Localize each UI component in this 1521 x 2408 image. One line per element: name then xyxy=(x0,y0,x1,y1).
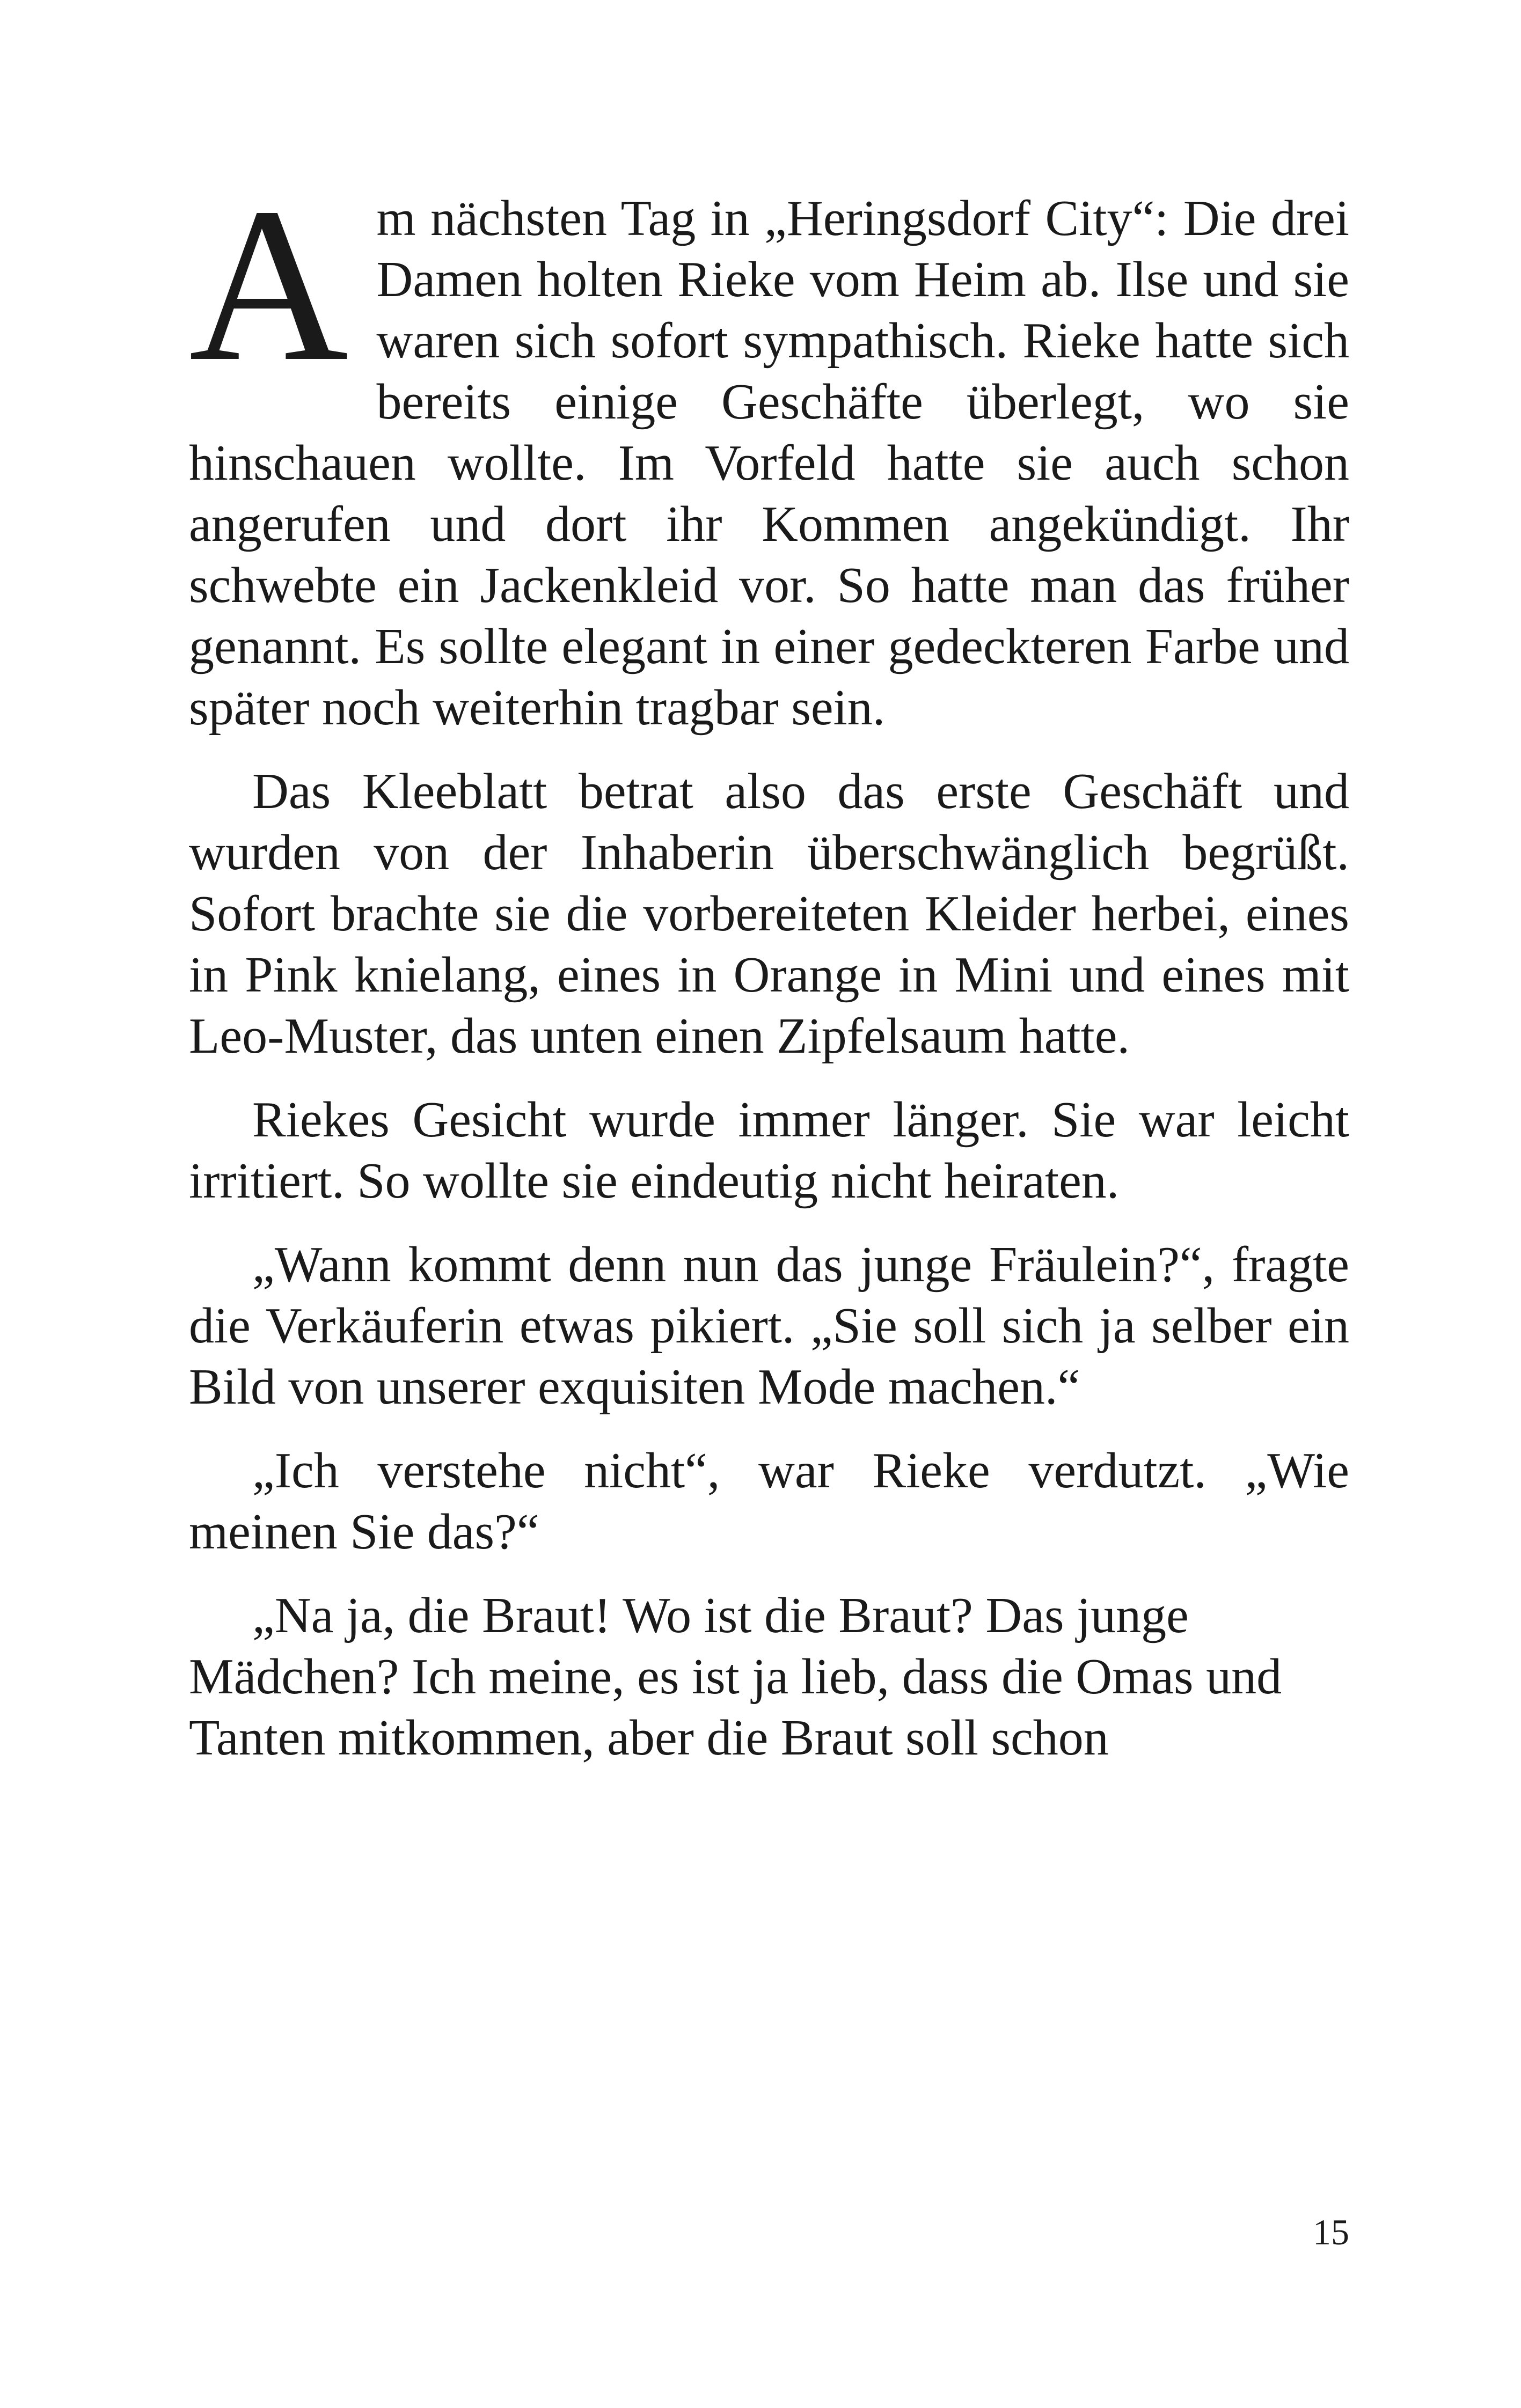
paragraph-6: „Na ja, die Braut! Wo ist die Braut? Das junge Mädchen? Ich meine, es ist ja lieb, dass die Omas und Tanten mitkommen, aber die Braut soll schon xyxy=(189,1588,1282,1766)
paragraph-4: „Wann kommt denn nun das junge Fräulein?“, fragte die Verkäuferin etwas pikiert. „Sie soll sich ja selber ein Bild von unserer exquisiten Mode machen.“ xyxy=(189,1237,1349,1415)
drop-cap: A xyxy=(189,163,349,407)
paragraph-1-text: m nächsten Tag in „Heringsdorf City“: Die drei Damen holten Rieke vom Heim ab. Ilse und sie waren sich sofort sympathisch. Rieke hatte sich bereits einige Geschäfte überlegt, wo sie hinschauen wollte. Im Vorfeld hatte sie auch schon angerufen und dort ihr Kommen angekündigt. Ihr schwebte ein Jackenkleid vor. So hatte man das früher genannt. Es sollte elegant in einer gedeckteren Farbe und später noch weiterhin tragbar sein. xyxy=(189,190,1349,736)
paragraph-1 xyxy=(189,163,1349,738)
body-text xyxy=(189,163,1349,1791)
paragraph-2: Das Kleeblatt betrat also das erste Geschäft und wurden von der Inhaberin überschwänglich begrüßt. Sofort brachte sie die vorbereiteten Kleider herbei, eines in Pink knielang, eines in Orange in Mini und eines mit Leo-Muster, das unten einen Zipfelsaum hatte. xyxy=(189,763,1349,1064)
paragraph-3: Riekes Gesicht wurde immer länger. Sie war leicht irritiert. So wollte sie eindeutig nicht heiraten. xyxy=(189,1092,1349,1209)
paragraph-5: „Ich verstehe nicht“, war Rieke verdutzt. „Wie meinen Sie das?“ xyxy=(189,1443,1349,1560)
page-number: 15 xyxy=(1313,2212,1349,2252)
